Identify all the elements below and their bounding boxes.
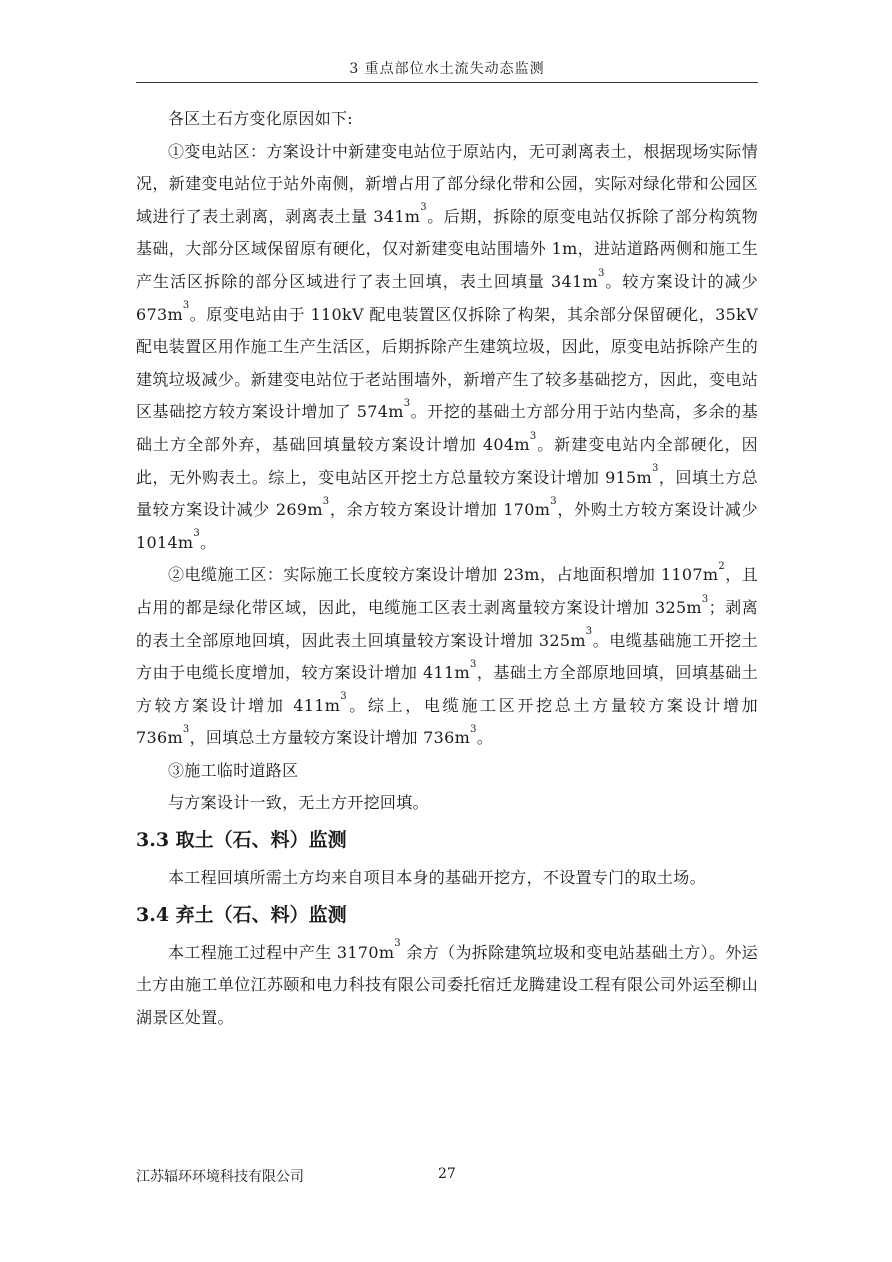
substation-area-paragraph [136, 136, 758, 560]
cable-area-paragraph [136, 559, 758, 755]
text-run: 。新建变电站内全部硬化，因此，无外购表土。综上，变电站区开挖土方总量较方案设计增加 915m [136, 434, 758, 487]
superscript: 2 [718, 560, 726, 572]
superscript: 3 [420, 202, 427, 214]
superscript: 3 [182, 723, 190, 735]
superscript: 3 [585, 626, 593, 638]
superscript: 3 [550, 495, 557, 507]
page-number: 27 [438, 1166, 456, 1182]
superscript: 3 [470, 723, 477, 735]
text-run: 。后期，拆除的原变电站仅拆除了部分构筑物基础，大部分区域保留原有硬化，仅对新建变电站围墙外 1m，进站道路两侧和施工生产生活区拆除的部分区域进行了表土回填，表土回填量 341m [136, 206, 758, 291]
intro-paragraph: 各区土石方变化原因如下: [168, 109, 353, 128]
spoil-paragraph [136, 937, 758, 1035]
superscript: 3 [193, 528, 201, 540]
text-run: 。 [476, 728, 494, 748]
text-run: ；剥离的表土全部原地回填，因此表土回填量较方案设计增加 325m [136, 597, 758, 650]
text-run: 余方（为拆除建筑垃圾和变电站基础土方）。外运土方由施工单位江苏颐和电力科技有限公司委托宿迁龙腾建设工程有限公司外运至柳山湖景区处置。 [136, 942, 758, 1027]
text-run: 。 [200, 532, 217, 552]
footer-company: 江苏辐环环境科技有限公司 [136, 1169, 304, 1185]
section-heading-3-4: 3.4 弃土（石、料）监测 [136, 903, 347, 926]
text-run: 。开挖的基础土方部分用于站内垫高，多余的基础土方全部外弃，基础回填量较方案设计增加 404m [136, 402, 758, 454]
text-run: 。电缆基础施工开挖土方由于电缆长度增加，较方案设计增加 411m [136, 630, 758, 683]
text-run: 。综上，电缆施工区开挖总土方量较方案设计增加 736m [136, 695, 758, 748]
text-run: ，回填土方总量较方案设计减少 269m [136, 467, 758, 520]
text-run: ，回填总土方量较方案设计增加 736m [189, 728, 471, 748]
page-body [136, 103, 758, 1034]
superscript: 3 [597, 267, 605, 279]
superscript: 3 [322, 495, 330, 507]
superscript: 3 [469, 658, 477, 670]
running-header: 3 重点部位水土流失动态监测 [136, 58, 758, 83]
superscript: 3 [701, 593, 709, 605]
superscript: 3 [394, 938, 401, 950]
text-run: ②电缆施工区：实际施工长度较方案设计增加 23m，占地面积增加 1107m [168, 565, 719, 585]
page-footer [136, 1166, 758, 1186]
superscript: 3 [529, 430, 537, 442]
section-heading-3-3: 3.3 取土（石、料）监测 [136, 829, 347, 852]
text-run: ，基础土方全部原地回填，回填基础土方较方案设计增加 411m [136, 663, 758, 715]
temp-road-heading: ③施工临时道路区 [168, 760, 299, 780]
superscript: 3 [652, 463, 659, 475]
temp-road-paragraph: 与方案设计一致，无土方开挖回填。 [168, 793, 429, 813]
superscript: 3 [340, 691, 347, 703]
superscript: 3 [403, 398, 411, 410]
text-run: ，余方较方案设计增加 170m [329, 500, 551, 520]
superscript: 3 [182, 300, 190, 312]
borrow-paragraph: 本工程回填所需土方均来自项目本身的基础开挖方，不设置专门的取土场。 [168, 868, 706, 888]
text-run: ，外购土方较方案设计减少 1014m [136, 500, 758, 552]
text-run: ，且占用的都是绿化带区域，因此，电缆施工区表土剥离量较方案设计增加 325m [136, 565, 758, 617]
text-run: 。较方案设计的减少 673m [136, 271, 759, 324]
text-run: 本工程施工过程中产生 3170m [168, 942, 395, 962]
text-run: 。原变电站由于 110kV 配电装置区仅拆除了构架，其余部分保留硬化，35kV 配电装置区用作施工生产生活区，后期拆除产生建筑垃圾，因此，原变电站拆除产生的建筑垃圾减少。新建变电站位于老站围墙外，新增产生了较多基础挖方，因此，变电站区基础挖方较方案设计增加了 574m [136, 304, 758, 422]
text-run: ①变电站区：方案设计中新建变电站位于原站内，无可剥离表土，根据现场实际情况，新建变电站位于站外南侧，新增占用了部分绿化带和公园，实际对绿化带和公园区域进行了表土剥离，剥离表土量 341m [136, 141, 758, 226]
